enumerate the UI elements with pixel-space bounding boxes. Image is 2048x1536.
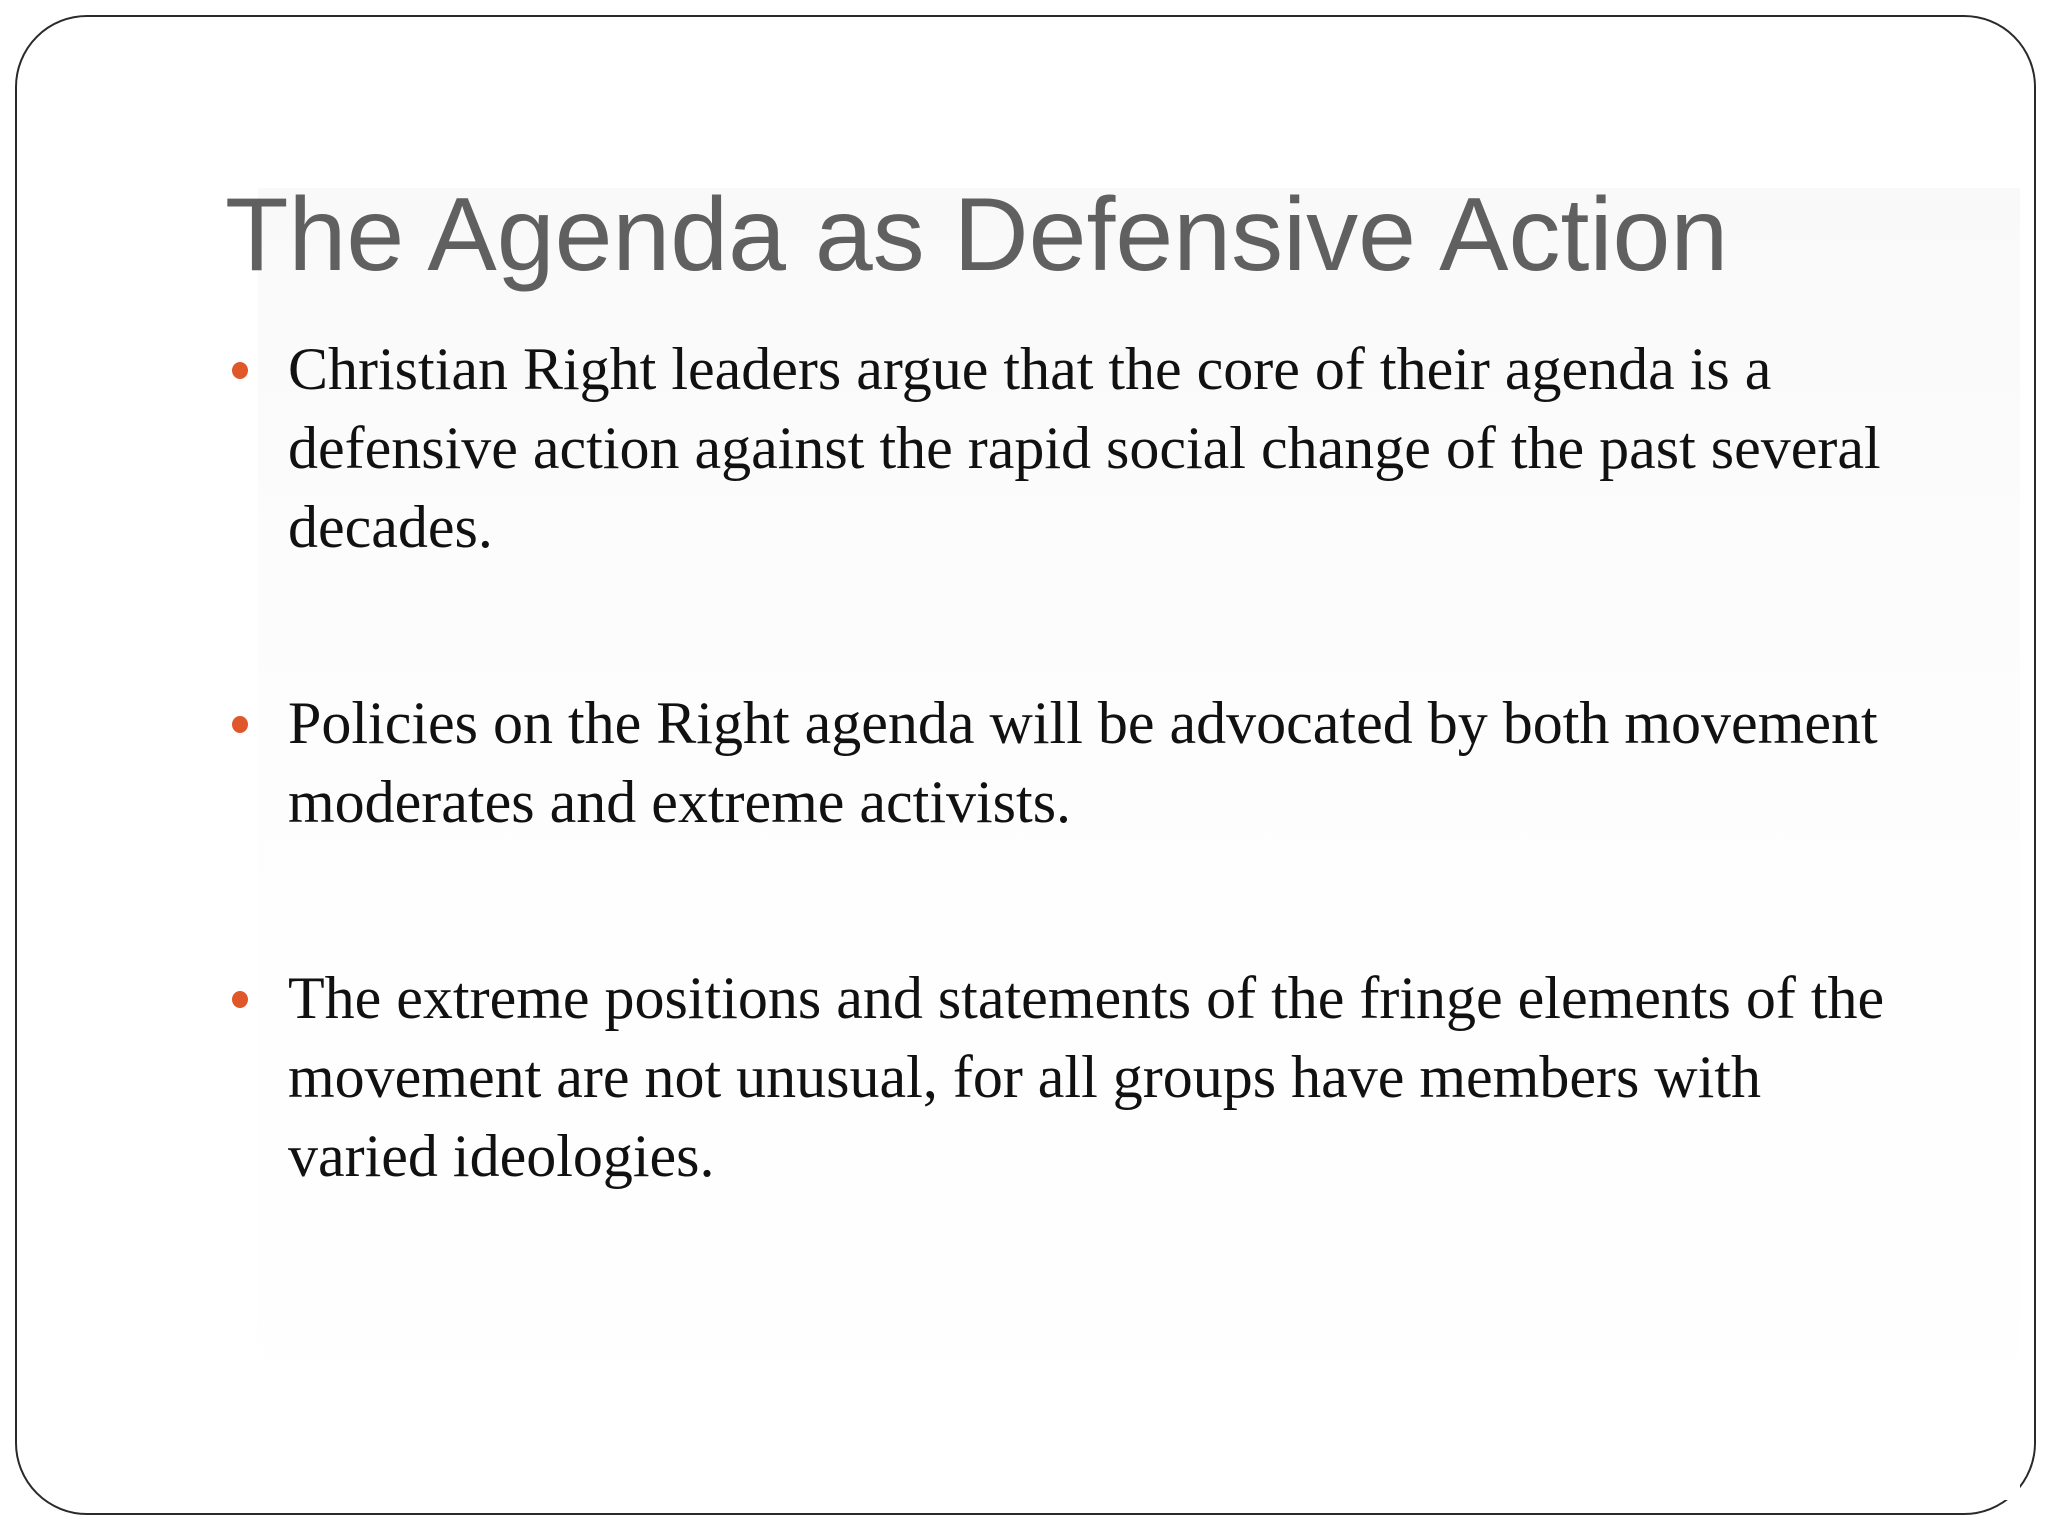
bullet-dot-icon — [232, 991, 248, 1008]
bullet-item — [225, 959, 1925, 1196]
bullet-dot-icon — [232, 362, 248, 379]
bullet-text: Policies on the Right agenda will be advocated by both movement moderates and extreme activists. — [288, 690, 1878, 835]
bullet-item — [225, 330, 1925, 567]
bullet-item — [225, 684, 1925, 842]
bullet-list — [225, 330, 1925, 1196]
bullet-dot-icon — [232, 716, 248, 733]
bullet-text: The extreme positions and statements of the fringe elements of the movement are not unusual, for all groups have members with varied ideologies. — [288, 965, 1885, 1189]
bullet-text: Christian Right leaders argue that the core of their agenda is a defensive action against the rapid social change of the past several decades. — [288, 336, 1881, 560]
slide-title: The Agenda as Defensive Action — [225, 177, 1729, 293]
